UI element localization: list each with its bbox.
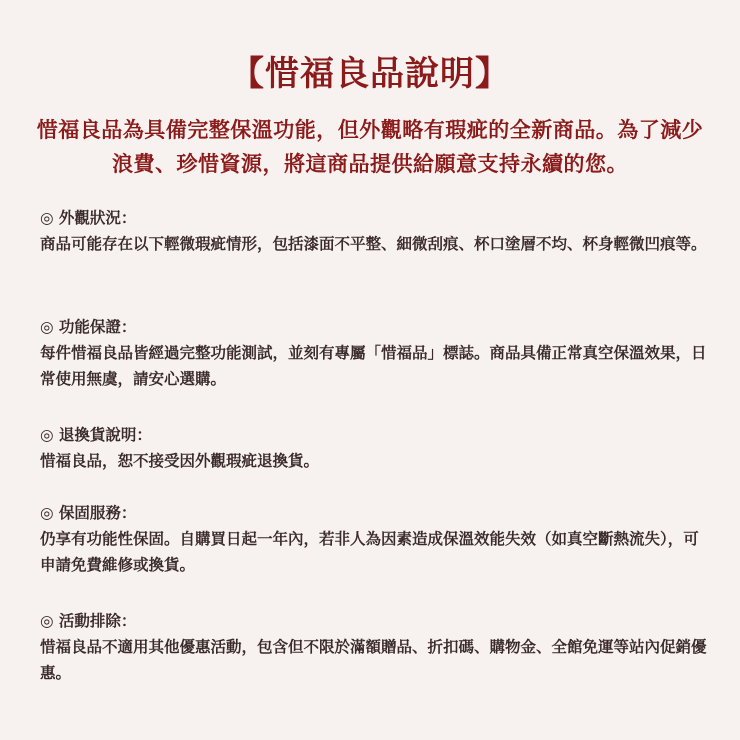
section-heading: ◎ 外觀狀況： [40, 209, 137, 227]
section-heading: ◎ 功能保證： [40, 318, 137, 336]
section-body: 商品可能存在以下輕微瑕疵情形，包括漆面不平整、細微刮痕、杯口塗層不均、杯身輕微凹痕等。 [40, 235, 707, 253]
section-body: 惜福良品不適用其他優惠活動，包含但不限於滿額贈品、折扣碼、購物金、全館免運等站內促銷優惠。 [40, 638, 707, 682]
page-title: 【惜福良品說明】 [230, 54, 510, 94]
section-body: 每件惜福良品皆經過完整功能測試，並刻有專屬「惜福品」標誌。商品具備正常真空保溫效果，日常使用無虞，請安心選購。 [40, 344, 707, 388]
section-warranty [40, 502, 708, 578]
section-return-policy [40, 424, 708, 474]
section-appearance [40, 207, 708, 257]
section-promotion-exclusion [40, 610, 708, 686]
intro-paragraph: 惜福良品為具備完整保溫功能，但外觀略有瑕疵的全新商品。為了減少浪費、珍惜資源，將這商品提供給願意支持永續的您。 [36, 118, 704, 176]
section-heading: ◎ 活動排除： [40, 612, 137, 630]
section-body: 惜福良品，恕不接受因外觀瑕疵退換貨。 [40, 452, 320, 470]
section-heading: ◎ 保固服務： [40, 504, 137, 522]
section-heading: ◎ 退換貨說明： [40, 426, 152, 444]
section-body: 仍享有功能性保固。自購買日起一年內，若非人為因素造成保溫效能失效（如真空斷熱流失），可申請免費維修或換貨。 [40, 530, 699, 574]
section-function-guarantee [40, 316, 708, 392]
